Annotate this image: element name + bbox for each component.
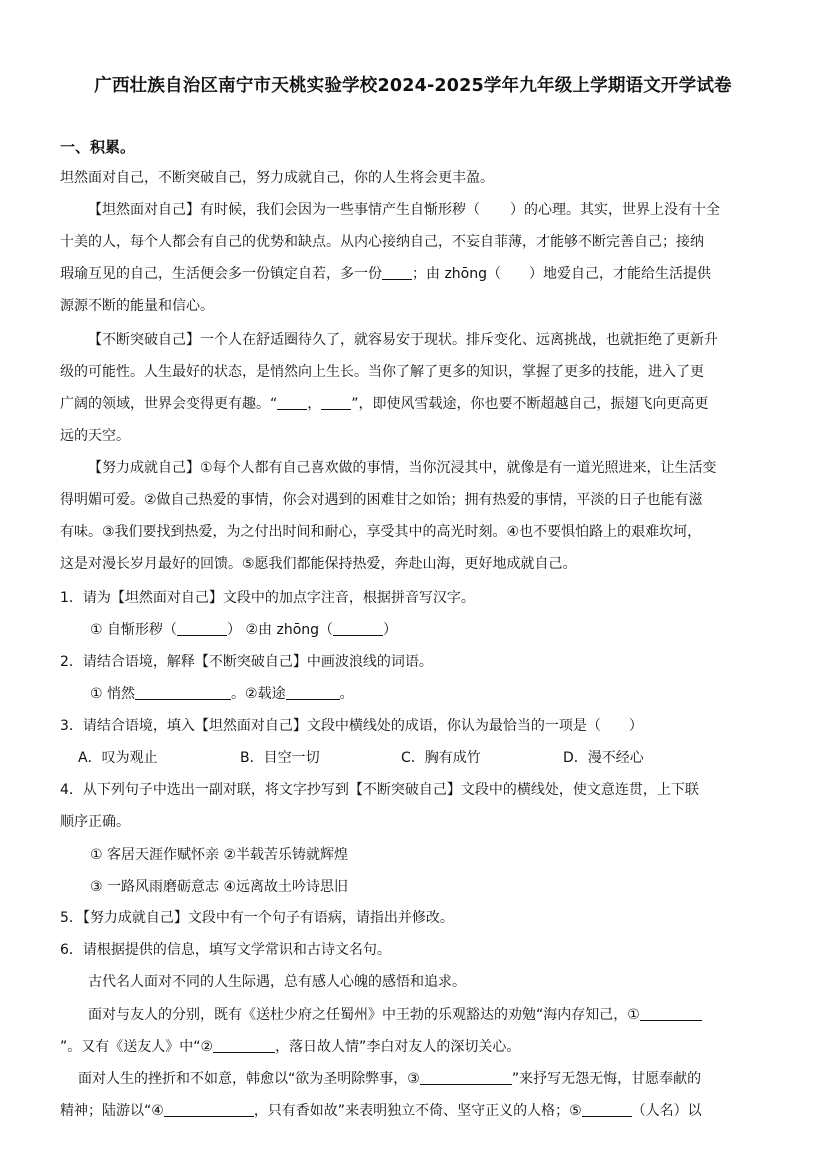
q6-line xyxy=(60,1101,702,1121)
question-5-stem: 5．【努力成就自己】文段中有一个句子有语病，请指出并修改。 xyxy=(60,910,454,926)
p1-text: ）的心理。其实，世界上没有十全 xyxy=(510,202,720,218)
answer-blank[interactable] xyxy=(164,1102,254,1117)
question-3-options xyxy=(78,748,644,768)
section-heading: 一、积累。 xyxy=(60,138,136,156)
answer-blank[interactable] xyxy=(177,621,227,636)
p2-line: 远的天空。 xyxy=(60,428,130,444)
answer-blank[interactable] xyxy=(333,621,383,636)
p1-line: 十美的人，每个人都会有自己的优势和缺点。从内心接纳自己，不妄自菲薄，才能够不断完善自己；接纳 xyxy=(60,234,704,250)
p1-line xyxy=(60,264,711,284)
p2-text: 广阔的领域，世界会变得更有趣。“ xyxy=(60,396,278,412)
p1-text: ）地爱自己，才能给生活提供 xyxy=(529,266,711,282)
question-2-stem: 2．请结合语境，解释【不断突破自己】中画波浪线的词语。 xyxy=(60,654,433,670)
p3-line: 【努力成就自己】①每个人都有自己喜欢做的事情，当你沉浸其中，就像是有一道光照进来，让生活变 xyxy=(88,460,717,476)
p1-line: 源源不断的能量和信心。 xyxy=(60,298,214,314)
q1-text: ） ②由 zhōng（ xyxy=(227,622,334,638)
intro-text: 坦然面对自己，不断突破自己，努力成就自己，你的人生将会更丰盈。 xyxy=(60,170,494,186)
question-1-stem: 1．请为【坦然面对自己】文段中的加点字注音，根据拼音写汉字。 xyxy=(60,590,475,606)
fill-blank[interactable] xyxy=(382,265,412,280)
option-a[interactable]: A．叹为观止 xyxy=(78,750,158,766)
question-4-choices: ③ 一路风雨磨砺意志 ④远离故土吟诗思旧 xyxy=(90,879,349,895)
answer-blank[interactable] xyxy=(135,685,231,700)
q1-text: ① 自惭形秽（ xyxy=(90,622,178,638)
question-1-answers xyxy=(90,620,397,640)
fill-blank[interactable] xyxy=(277,395,307,410)
q6-text: 面对与友人的分别，既有《送杜少府之任蜀州》中王勃的乐观豁达的劝勉“海内存知己，① xyxy=(88,1007,640,1023)
q6-line: 古代名人面对不同的人生际遇，总有感人心魄的感悟和追求。 xyxy=(88,974,466,990)
question-2-answers xyxy=(90,684,354,704)
answer-blank[interactable] xyxy=(420,1070,512,1085)
question-4-stem: 4．从下列句子中选出一副对联，将文字抄写到【不断突破自己】文段中的横线处，使文意连贯，上下联 xyxy=(60,782,699,798)
question-3-stem: 3．请结合语境，填入【坦然面对自己】文段中横线处的成语，你认为最恰当的一项是（ ） xyxy=(60,718,643,734)
q6-text: ，落日故人情”李白对友人的深切关心。 xyxy=(275,1039,521,1055)
q6-text: 精神；陆游以“④ xyxy=(60,1103,164,1119)
question-6-stem: 6．请根据提供的信息，填写文学常识和古诗文名句。 xyxy=(60,942,391,958)
q6-text: （人名）以 xyxy=(631,1103,702,1119)
p1-text: ；由 zhōng（ xyxy=(412,266,501,282)
question-4-stem: 顺序正确。 xyxy=(60,814,130,830)
q6-line xyxy=(88,1005,702,1025)
p2-line: 级的可能性。人生最好的状态，是悄然向上生长。当你了解了更多的知识，掌握了更多的技能，进入了更 xyxy=(60,364,704,380)
q2-text: ① 悄然 xyxy=(90,686,136,702)
q6-text: ”来抒写无怨无悔，甘愿奉献的 xyxy=(511,1071,702,1087)
fill-blank[interactable] xyxy=(321,395,351,410)
q6-text: ”。又有《送友人》中“② xyxy=(60,1039,214,1055)
q6-text: ，只有香如故”来表明独立不倚、坚守正义的人格；⑤ xyxy=(253,1103,582,1119)
p3-line: 有味。③我们要找到热爱，为之付出时间和耐心，享受其中的高光时刻。④也不要惧怕路上的艰难坎坷， xyxy=(60,524,702,540)
answer-blank[interactable] xyxy=(213,1038,275,1053)
p2-line: 【不断突破自己】一个人在舒适圈待久了，就容易安于现状。排斥变化、远离挑战，也就拒绝了更新升 xyxy=(88,332,718,348)
q2-text: 。 xyxy=(339,686,354,702)
q2-text: 。②载途 xyxy=(231,686,286,702)
option-b[interactable]: B．目空一切 xyxy=(240,750,320,766)
q6-line xyxy=(78,1069,701,1089)
p2-text: ”，即使风雪载途，你也要不断超越自己，振翅飞向更高更 xyxy=(351,396,709,412)
p2-line xyxy=(60,394,709,414)
question-4-choices: ① 客居天涯作赋怀亲 ②半载苦乐铸就辉煌 xyxy=(90,847,349,863)
answer-blank[interactable] xyxy=(640,1006,702,1021)
p1-text: 瑕瑜互见的自己，生活便会多一份镇定自若，多一份 xyxy=(60,266,382,282)
option-c[interactable]: C．胸有成竹 xyxy=(401,750,481,766)
p2-text: ， xyxy=(307,396,322,412)
p1-text: 【坦然面对自己】有时候，我们会因为一些事情产生自惭形秽（ xyxy=(88,202,480,218)
option-d[interactable]: D．漫不经心 xyxy=(563,750,644,766)
p3-line: 得明媚可爱。②做自己热爱的事情，你会对遇到的困难甘之如饴；拥有热爱的事情，平淡的日子也能有滋 xyxy=(60,492,703,508)
answer-blank[interactable] xyxy=(582,1102,632,1117)
page-title: 广西壮族自治区南宁市天桃实验学校2024-2025学年九年级上学期语文开学试卷 xyxy=(94,76,732,96)
p1-line xyxy=(88,200,720,220)
q6-line xyxy=(60,1037,520,1057)
q6-text: 面对人生的挫折和不如意，韩愈以“欲为圣明除弊事，③ xyxy=(78,1071,420,1087)
p3-line: 这是对漫长岁月最好的回馈。⑤愿我们都能保持热爱，奔赴山海，更好地成就自己。 xyxy=(60,556,577,572)
q1-text: ） xyxy=(383,622,398,638)
answer-blank[interactable] xyxy=(286,685,340,700)
